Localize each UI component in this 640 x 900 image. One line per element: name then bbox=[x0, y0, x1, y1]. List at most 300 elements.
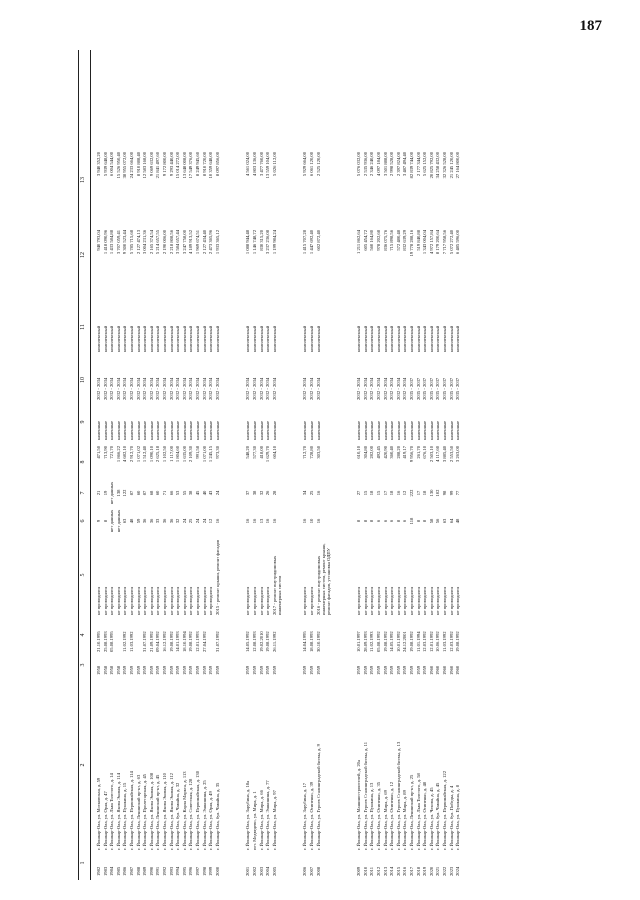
column-number: 8 bbox=[80, 460, 86, 464]
cell-no: 2002 bbox=[252, 866, 257, 876]
cell-c13: 2 346 240,00 bbox=[369, 152, 375, 177]
cell-c10: 2032 - 2034 bbox=[362, 377, 368, 400]
cell-c12: 3 004 231,36 bbox=[142, 230, 148, 255]
cell-c8: 3 885,40 bbox=[442, 446, 447, 463]
page-number: 187 bbox=[579, 18, 602, 34]
cell-c11: комплексный bbox=[435, 325, 441, 352]
cell-year: 1960 bbox=[455, 665, 461, 675]
cell-c10: 2032 - 2034 bbox=[315, 377, 321, 400]
cell-c6: 63 bbox=[442, 518, 447, 524]
cell-c7: 16 bbox=[315, 490, 321, 496]
cell-c11: комплексный bbox=[195, 325, 200, 352]
cell-c8: 2 503,10 bbox=[428, 446, 434, 463]
cell-c13: 27 164 800,00 bbox=[455, 152, 461, 179]
cell-year: 1959 bbox=[356, 665, 362, 675]
cell-work: не проводился bbox=[435, 586, 441, 615]
cell-c7: 45 bbox=[195, 490, 200, 496]
cell-date: 10.01.1997 bbox=[356, 631, 362, 652]
cell-year: 1959 bbox=[302, 665, 308, 675]
cell-year: 1959 bbox=[271, 665, 277, 675]
table-row bbox=[302, 50, 308, 880]
cell-c12: 4 972 157,84 bbox=[428, 230, 434, 255]
cell-c13: 5 625 152,00 bbox=[422, 152, 428, 177]
cell-addr: г. Йошкар-Ола, ул. Машиностроителей, д. 20а bbox=[356, 759, 362, 850]
cell-c12: 572 480,48 bbox=[395, 230, 401, 251]
cell-year: 1959 bbox=[168, 665, 174, 675]
cell-date: 12.03.1992 bbox=[422, 631, 428, 652]
cell-c12: 832 639,29 bbox=[402, 230, 408, 251]
cell-c8: 1 512,40 bbox=[142, 446, 148, 463]
cell-c7: 40 bbox=[201, 490, 207, 496]
cell-date: 18.10.1994 bbox=[181, 631, 187, 652]
table-row bbox=[96, 50, 102, 880]
cell-c7: 98 bbox=[442, 490, 447, 496]
cell-c13: 4 803 136,00 bbox=[252, 152, 257, 177]
cell-addr: г. Йошкар-Ола, бул. Чавайна, д. 35 bbox=[214, 782, 220, 850]
column-number: 9 bbox=[80, 420, 86, 424]
cell-work: не проводился bbox=[115, 586, 121, 615]
cell-c10: 2032 - 2034 bbox=[142, 377, 148, 400]
cell-c9: каменные bbox=[252, 420, 257, 440]
cell-c9: каменные bbox=[96, 420, 101, 440]
cell-c6: 36 bbox=[148, 518, 154, 524]
cell-c13: 12 583 168,00 bbox=[142, 152, 148, 179]
cell-date: 10.01.1992 bbox=[395, 631, 401, 652]
cell-c12: 715 898,56 bbox=[389, 230, 395, 251]
cell-work: не проводился bbox=[258, 586, 264, 615]
cell-work: не проводился bbox=[201, 586, 207, 615]
cell-c7: 222 bbox=[409, 489, 414, 497]
cell-c12: 2 127 434,40 bbox=[201, 230, 207, 255]
cell-addr: г. Йошкар-Ола, ул. Героев Сталинградской битвы, д. 13 bbox=[395, 741, 401, 850]
cell-c11: комплексный bbox=[362, 325, 368, 352]
cell-c9: каменные bbox=[395, 420, 401, 440]
cell-addr: пгт. Медведево, ул. Мира, д. 1 bbox=[252, 791, 257, 850]
cell-addr: г. Йошкар-Ола, ул. Эшкинина, д. 77 bbox=[265, 780, 271, 850]
cell-c10: 2032 - 2034 bbox=[155, 377, 161, 400]
header-bottom-rule bbox=[90, 50, 91, 880]
cell-work: не проводился bbox=[135, 586, 141, 615]
cell-c6: 59 bbox=[135, 518, 141, 524]
cell-c9: каменные bbox=[214, 420, 220, 440]
cell-c11: комплексный bbox=[442, 325, 447, 352]
cell-c6: 36 bbox=[142, 518, 148, 524]
cell-work: не проводился bbox=[428, 586, 434, 615]
cell-c13: 38 955 072,00 bbox=[122, 152, 128, 179]
cell-addr: г. Йошкар-Ола, ул. Якова Эшпая, д. 112 bbox=[168, 773, 174, 850]
cell-c6: 6 bbox=[382, 519, 388, 523]
cell-date: 26.11.1992 bbox=[271, 631, 277, 652]
cell-c9: каменные bbox=[162, 420, 167, 440]
cell-c9: каменные bbox=[102, 420, 108, 440]
cell-c13: 3 487 494,40 bbox=[402, 152, 408, 177]
cell-date: 30.10.1992 bbox=[315, 631, 321, 652]
cell-c10: 2035 - 2037 bbox=[428, 377, 434, 400]
cell-date: 11.02.1992 bbox=[122, 631, 128, 652]
cell-c8: 1 804,60 bbox=[175, 446, 181, 463]
cell-c8: 548,20 bbox=[245, 446, 251, 459]
cell-year: 1959 bbox=[402, 665, 408, 675]
cell-c6: нет данных bbox=[115, 509, 121, 533]
cell-c12: 5 072 272,40 bbox=[448, 230, 454, 255]
cell-work: 2016 - ремонт внутридомовых инженерных систем, ремонт крыши, ремонт фасадов, установка ОДПУ bbox=[315, 543, 331, 615]
cell-year: 1959 bbox=[409, 665, 414, 675]
cell-c11: комплексный bbox=[142, 325, 148, 352]
cell-date: 09.04.1992 bbox=[155, 631, 161, 652]
cell-no: 2021 bbox=[435, 866, 441, 876]
cell-c9: каменные bbox=[208, 420, 214, 440]
cell-c12: 3 247 758,00 bbox=[181, 230, 187, 255]
cell-c12: 6 485 596,00 bbox=[455, 230, 461, 255]
cell-addr: г. Йошкар-Ола, ул. Орая, д. 47 bbox=[102, 791, 108, 850]
cell-work: не проводился bbox=[395, 586, 401, 615]
cell-year: 1959 bbox=[195, 665, 200, 675]
cell-c13: 34 258 432,00 bbox=[435, 152, 441, 179]
cell-c10: 2035 - 2037 bbox=[448, 377, 454, 400]
cell-work: не проводился bbox=[442, 586, 447, 615]
cell-c10: 2032 - 2034 bbox=[214, 377, 220, 400]
cell-c8: 2 625,18 bbox=[155, 446, 161, 463]
cell-year: 1959 bbox=[415, 665, 421, 675]
cell-c13: 15 014 272,00 bbox=[175, 152, 181, 179]
cell-c8: 1 866,22 bbox=[115, 446, 121, 463]
cell-date: 21.10.1995 bbox=[96, 631, 101, 652]
cell-c12: 5 785 715,68 bbox=[129, 230, 134, 255]
cell-c7: 71 bbox=[162, 490, 167, 496]
cell-c8: 610,10 bbox=[356, 446, 362, 459]
cell-c9: каменные bbox=[315, 420, 321, 440]
cell-c6: 8 bbox=[415, 519, 421, 523]
table-row bbox=[155, 50, 161, 880]
table-row bbox=[435, 50, 441, 880]
cell-c11: комплексный bbox=[369, 325, 375, 352]
cell-c8: 1 071,00 bbox=[201, 446, 207, 463]
cell-c11: комплексный bbox=[102, 325, 108, 352]
cell-c12: 4 189 913,52 bbox=[188, 230, 194, 255]
cell-c6: 48 bbox=[455, 518, 461, 524]
cell-c6: 16 bbox=[245, 518, 251, 524]
cell-no: 2012 bbox=[376, 866, 381, 876]
cell-no: 1984 bbox=[109, 866, 115, 876]
cell-year: 1959 bbox=[142, 665, 148, 675]
cell-c12: 519 840,88 bbox=[415, 230, 421, 251]
cell-date: 31.07.1992 bbox=[142, 631, 148, 652]
cell-c8: 713,90 bbox=[102, 446, 108, 459]
table-row bbox=[309, 50, 315, 880]
cell-date: 11.03.1992 bbox=[442, 631, 447, 652]
cell-c10: 2035 - 2037 bbox=[415, 377, 421, 400]
cell-date: 12.01.1993 bbox=[195, 631, 200, 652]
table-row bbox=[402, 50, 408, 880]
cell-addr: г. Йошкар-Ола, ул. Якова Эшпая, д. 108 bbox=[148, 772, 154, 850]
cell-c6: 16 bbox=[214, 518, 220, 524]
cell-year: 1959 bbox=[129, 665, 134, 675]
cell-c10: 2035 - 2037 bbox=[422, 377, 428, 400]
cell-c6: нет данных bbox=[109, 509, 115, 533]
cell-date: 12.03.1992 bbox=[448, 631, 454, 652]
cell-c8: 604,10 bbox=[271, 446, 277, 459]
cell-no: 2016 bbox=[402, 866, 408, 876]
cell-c10: 2032 - 2034 bbox=[271, 377, 277, 400]
cell-c8: 1 071,02 bbox=[135, 446, 141, 463]
table-top-rule bbox=[78, 50, 79, 880]
table-row bbox=[245, 50, 251, 880]
cell-year: 1959 bbox=[382, 665, 388, 675]
cell-c9: каменные bbox=[148, 420, 154, 440]
cell-date: 11.03.1992 bbox=[129, 631, 134, 652]
cell-c11: комплексный bbox=[422, 325, 428, 352]
cell-c12: 3 237 236,08 bbox=[265, 230, 271, 255]
cell-work: не проводился bbox=[208, 586, 214, 615]
table-row bbox=[396, 50, 402, 880]
cell-no: 1990 bbox=[148, 866, 154, 876]
cell-c8: 303,50 bbox=[315, 446, 321, 459]
cell-c7: 12 bbox=[402, 490, 408, 496]
cell-c11: комплексный bbox=[302, 325, 308, 352]
cell-no: 2004 bbox=[265, 866, 271, 876]
cell-c8: 2 553,50 bbox=[448, 446, 454, 463]
cell-work: не проводился bbox=[302, 586, 308, 615]
cell-work: не проводился bbox=[122, 586, 128, 615]
cell-c11: комплексный bbox=[415, 325, 421, 352]
cell-c9: каменные bbox=[369, 420, 375, 440]
cell-c8: 419,17 bbox=[402, 446, 408, 459]
cell-c8: 973,30 bbox=[214, 446, 220, 459]
cell-year: 1958 bbox=[115, 665, 121, 675]
cell-c6: 16 bbox=[315, 518, 321, 524]
cell-no: 2015 bbox=[395, 866, 401, 876]
cell-c7: 87 bbox=[142, 490, 148, 496]
cell-c6: 16 bbox=[271, 518, 277, 524]
table-row bbox=[416, 50, 422, 880]
cell-c9: каменные bbox=[309, 420, 314, 440]
cell-c9: каменные bbox=[142, 420, 148, 440]
cell-no: 1985 bbox=[115, 866, 121, 876]
cell-c11: комплексный bbox=[162, 325, 167, 352]
column-number: 2 bbox=[80, 763, 86, 767]
cell-addr: г. Йошкар-Ола, ул. Карла Маркса, д. 113 bbox=[181, 771, 187, 850]
cell-c11: комплексный bbox=[188, 325, 194, 352]
cell-no: 2013 bbox=[382, 866, 388, 876]
table-row bbox=[215, 50, 221, 880]
cell-addr: г. Йошкар-Ола, ул. Московская, д. 59 bbox=[96, 777, 101, 850]
cell-c11: комплексный bbox=[208, 325, 214, 352]
cell-year: 1959 bbox=[252, 665, 257, 675]
cell-date: 19.08.1992 bbox=[168, 631, 174, 652]
cell-no: 2022 bbox=[442, 866, 447, 876]
cell-c8: 1 117,00 bbox=[168, 446, 174, 462]
cell-c12: 836 075,76 bbox=[382, 230, 388, 251]
cell-c8: 1 245,15 bbox=[208, 446, 214, 463]
cell-c9: каменные bbox=[382, 420, 388, 440]
cell-c7: 18 bbox=[369, 490, 375, 496]
cell-c13: 3 940 352,20 bbox=[96, 152, 101, 177]
cell-c9: каменные bbox=[245, 420, 251, 440]
cell-c9: каменные bbox=[402, 420, 408, 440]
cell-c13: 3 501 888,00 bbox=[382, 152, 388, 177]
cell-date: 14.05.1992 bbox=[389, 631, 395, 652]
cell-c10: 2032 - 2034 bbox=[302, 377, 308, 400]
cell-c10: 2035 - 2037 bbox=[435, 377, 441, 400]
cell-c13: 2 397 824,00 bbox=[395, 152, 401, 177]
cell-c6: 8 bbox=[369, 519, 375, 523]
column-number: 10 bbox=[80, 377, 86, 383]
cell-no: 2010 bbox=[362, 866, 368, 876]
cell-work: не проводился bbox=[109, 586, 115, 615]
column-number: 12 bbox=[80, 252, 86, 258]
table-row bbox=[442, 50, 448, 880]
cell-c13: 13 559 104,00 bbox=[265, 152, 271, 179]
cell-year: 1959 bbox=[214, 665, 220, 675]
cell-c6: 10 bbox=[309, 518, 314, 524]
cell-c10: 2032 - 2034 bbox=[162, 377, 167, 400]
cell-work: не проводился bbox=[409, 586, 414, 615]
cell-c7: 21 bbox=[96, 490, 101, 496]
table-row bbox=[429, 50, 435, 880]
cell-no: 2008 bbox=[315, 866, 321, 876]
table-row bbox=[389, 50, 395, 880]
cell-c7: 87 bbox=[129, 490, 134, 496]
cell-addr: г. Йошкар-Ола, ул. Пушкина, д. 13 bbox=[369, 782, 375, 850]
cell-date: 11.02.1993 bbox=[369, 631, 375, 652]
cell-c8: 991,58 bbox=[195, 446, 200, 459]
table-row bbox=[409, 50, 415, 880]
cell-c6: 6 bbox=[402, 519, 408, 523]
table-row bbox=[455, 50, 461, 880]
table-row bbox=[271, 50, 282, 880]
cell-c9: каменные bbox=[258, 420, 264, 440]
cell-c13: 8 910 720,00 bbox=[201, 152, 207, 177]
table-row bbox=[142, 50, 148, 880]
table-row bbox=[449, 50, 455, 880]
cell-c10: 2032 - 2034 bbox=[181, 377, 187, 400]
cell-c12: 3 707 059,41 bbox=[115, 230, 121, 255]
cell-c6: 36 bbox=[168, 518, 174, 524]
cell-c10: 2032 - 2034 bbox=[201, 377, 207, 400]
cell-c12: 1 199 984,24 bbox=[271, 230, 277, 255]
cell-c6: 24 bbox=[181, 518, 187, 524]
table-row bbox=[122, 50, 128, 880]
cell-c12: 2 190 006,00 bbox=[162, 230, 167, 255]
cell-c11: комплексный bbox=[448, 325, 454, 352]
cell-c8: 1 090,10 bbox=[148, 446, 154, 463]
cell-c6: 32 bbox=[175, 518, 181, 524]
cell-c11: комплексный bbox=[395, 325, 401, 352]
cell-date: 05.08.1995 bbox=[109, 631, 115, 652]
cell-year: 1958 bbox=[109, 665, 115, 675]
cell-c13: 5 929 664,00 bbox=[302, 152, 308, 177]
cell-c7: 102 bbox=[435, 489, 441, 497]
cell-no: 2020 bbox=[428, 866, 434, 876]
cell-c13: 21 245 120,00 bbox=[448, 152, 454, 179]
cell-c11: комплексный bbox=[148, 325, 154, 352]
cell-c9: каменные bbox=[109, 420, 115, 440]
cell-c10: 2032 - 2034 bbox=[96, 377, 101, 400]
cell-c8: 4 117,60 bbox=[435, 446, 441, 462]
cell-c12: 2 127 474,13 bbox=[135, 230, 141, 255]
cell-no: 1999 bbox=[208, 866, 214, 876]
cell-addr: г. Йошкар-Ола, ул. Мира, д. 97 bbox=[271, 790, 277, 850]
cell-c11: комплексный bbox=[181, 325, 187, 352]
cell-work: не проводился bbox=[102, 586, 108, 615]
cell-c8: 360,40 bbox=[389, 446, 395, 459]
cell-c11: комплексный bbox=[389, 325, 395, 352]
cell-c8: 2 912,70 bbox=[129, 446, 134, 463]
cell-c6: 63 bbox=[122, 518, 128, 524]
table-row bbox=[202, 50, 208, 880]
cell-year: 1960 bbox=[428, 665, 434, 675]
cell-date: 14.05.1992 bbox=[245, 631, 251, 652]
cell-c13: 13 648 008,00 bbox=[181, 152, 187, 179]
cell-year: 1959 bbox=[389, 665, 395, 675]
cell-c9: каменные bbox=[376, 420, 381, 440]
cell-c13: 21 841 497,60 bbox=[155, 152, 161, 179]
cell-c10: 2032 - 2034 bbox=[389, 377, 395, 400]
cell-c11: комплексный bbox=[129, 325, 134, 352]
cell-c9: каменные bbox=[455, 420, 461, 440]
cell-work: не проводился bbox=[155, 586, 161, 615]
cell-c8: 1 629,70 bbox=[265, 446, 271, 463]
cell-c11: комплексный bbox=[428, 325, 434, 352]
table-row bbox=[129, 50, 135, 880]
cell-c9: каменные bbox=[129, 420, 134, 440]
cell-c12: 978 202,68 bbox=[376, 230, 381, 251]
cell-addr: г. Йошкар-Ола, ул. Мира, д. 89 bbox=[402, 790, 408, 850]
cell-c13: 6 004 544,00 bbox=[109, 152, 115, 177]
cell-c12: 940 793,04 bbox=[96, 230, 101, 251]
cell-no: 1982 bbox=[96, 866, 101, 876]
cell-no: 2009 bbox=[356, 866, 362, 876]
cell-c6: 25 bbox=[188, 518, 194, 524]
cell-c12: 8 179 200,64 bbox=[435, 230, 441, 255]
cell-c10: 2032 - 2034 bbox=[109, 377, 115, 400]
cell-work: не проводился bbox=[415, 586, 421, 615]
cell-c13: 20 825 792,00 bbox=[428, 152, 434, 179]
cell-c12: 1 088 944,48 bbox=[245, 230, 251, 255]
cell-addr: г. Йошкар-Ола, ул. Героев Сталинградской битвы, д. 11 bbox=[362, 741, 368, 850]
cell-date: 14.04.1995 bbox=[302, 631, 308, 652]
cell-c12: 1 211 862,64 bbox=[356, 230, 362, 254]
cell-work: не проводился bbox=[142, 586, 148, 615]
cell-c10: 2032 - 2034 bbox=[195, 377, 200, 400]
cell-c7: 77 bbox=[455, 490, 461, 496]
cell-addr: г. Йошкар-Ола, ул. Зарубина, д. 17 bbox=[302, 782, 308, 850]
cell-no: 1987 bbox=[129, 866, 134, 876]
column-number: 4 bbox=[80, 633, 86, 637]
cell-addr: г. Йошкар-Ола, ул. Льва Толстого, д. 58 bbox=[415, 773, 421, 850]
cell-c13: 4 097 184,00 bbox=[376, 152, 381, 177]
cell-work: не проводился bbox=[96, 586, 101, 615]
cell-c8: 577,30 bbox=[252, 446, 257, 459]
cell-addr: г. Йошкар-Ола, ул. Пушкина, д. 15 bbox=[122, 782, 128, 850]
cell-year: 1959 bbox=[208, 665, 214, 675]
cell-c7: 16 bbox=[395, 490, 401, 496]
cell-c7: 25 bbox=[309, 490, 314, 496]
cell-addr: г. Йошкар-Ола, бул. Чавайна, д. 45 bbox=[435, 782, 441, 850]
column-number: 5 bbox=[80, 573, 86, 577]
cell-c6: 12 bbox=[208, 518, 214, 524]
cell-work: не проводился bbox=[188, 586, 194, 615]
cell-c10: 2032 - 2034 bbox=[148, 377, 154, 400]
cell-addr: г. Йошкар-Ола, Ленинский пр-кт, д. 25 bbox=[409, 774, 414, 850]
cell-date: 19.02.2010 bbox=[258, 631, 264, 652]
cell-c7: 68 bbox=[148, 490, 154, 496]
cell-c13: 2 525 120,00 bbox=[315, 152, 321, 177]
cell-c13: 5 939 648,00 bbox=[102, 152, 108, 177]
cell-c10: 2032 - 2034 bbox=[369, 377, 375, 400]
cell-year: 1959 bbox=[162, 665, 167, 675]
cell-c7: 66 bbox=[168, 490, 174, 496]
